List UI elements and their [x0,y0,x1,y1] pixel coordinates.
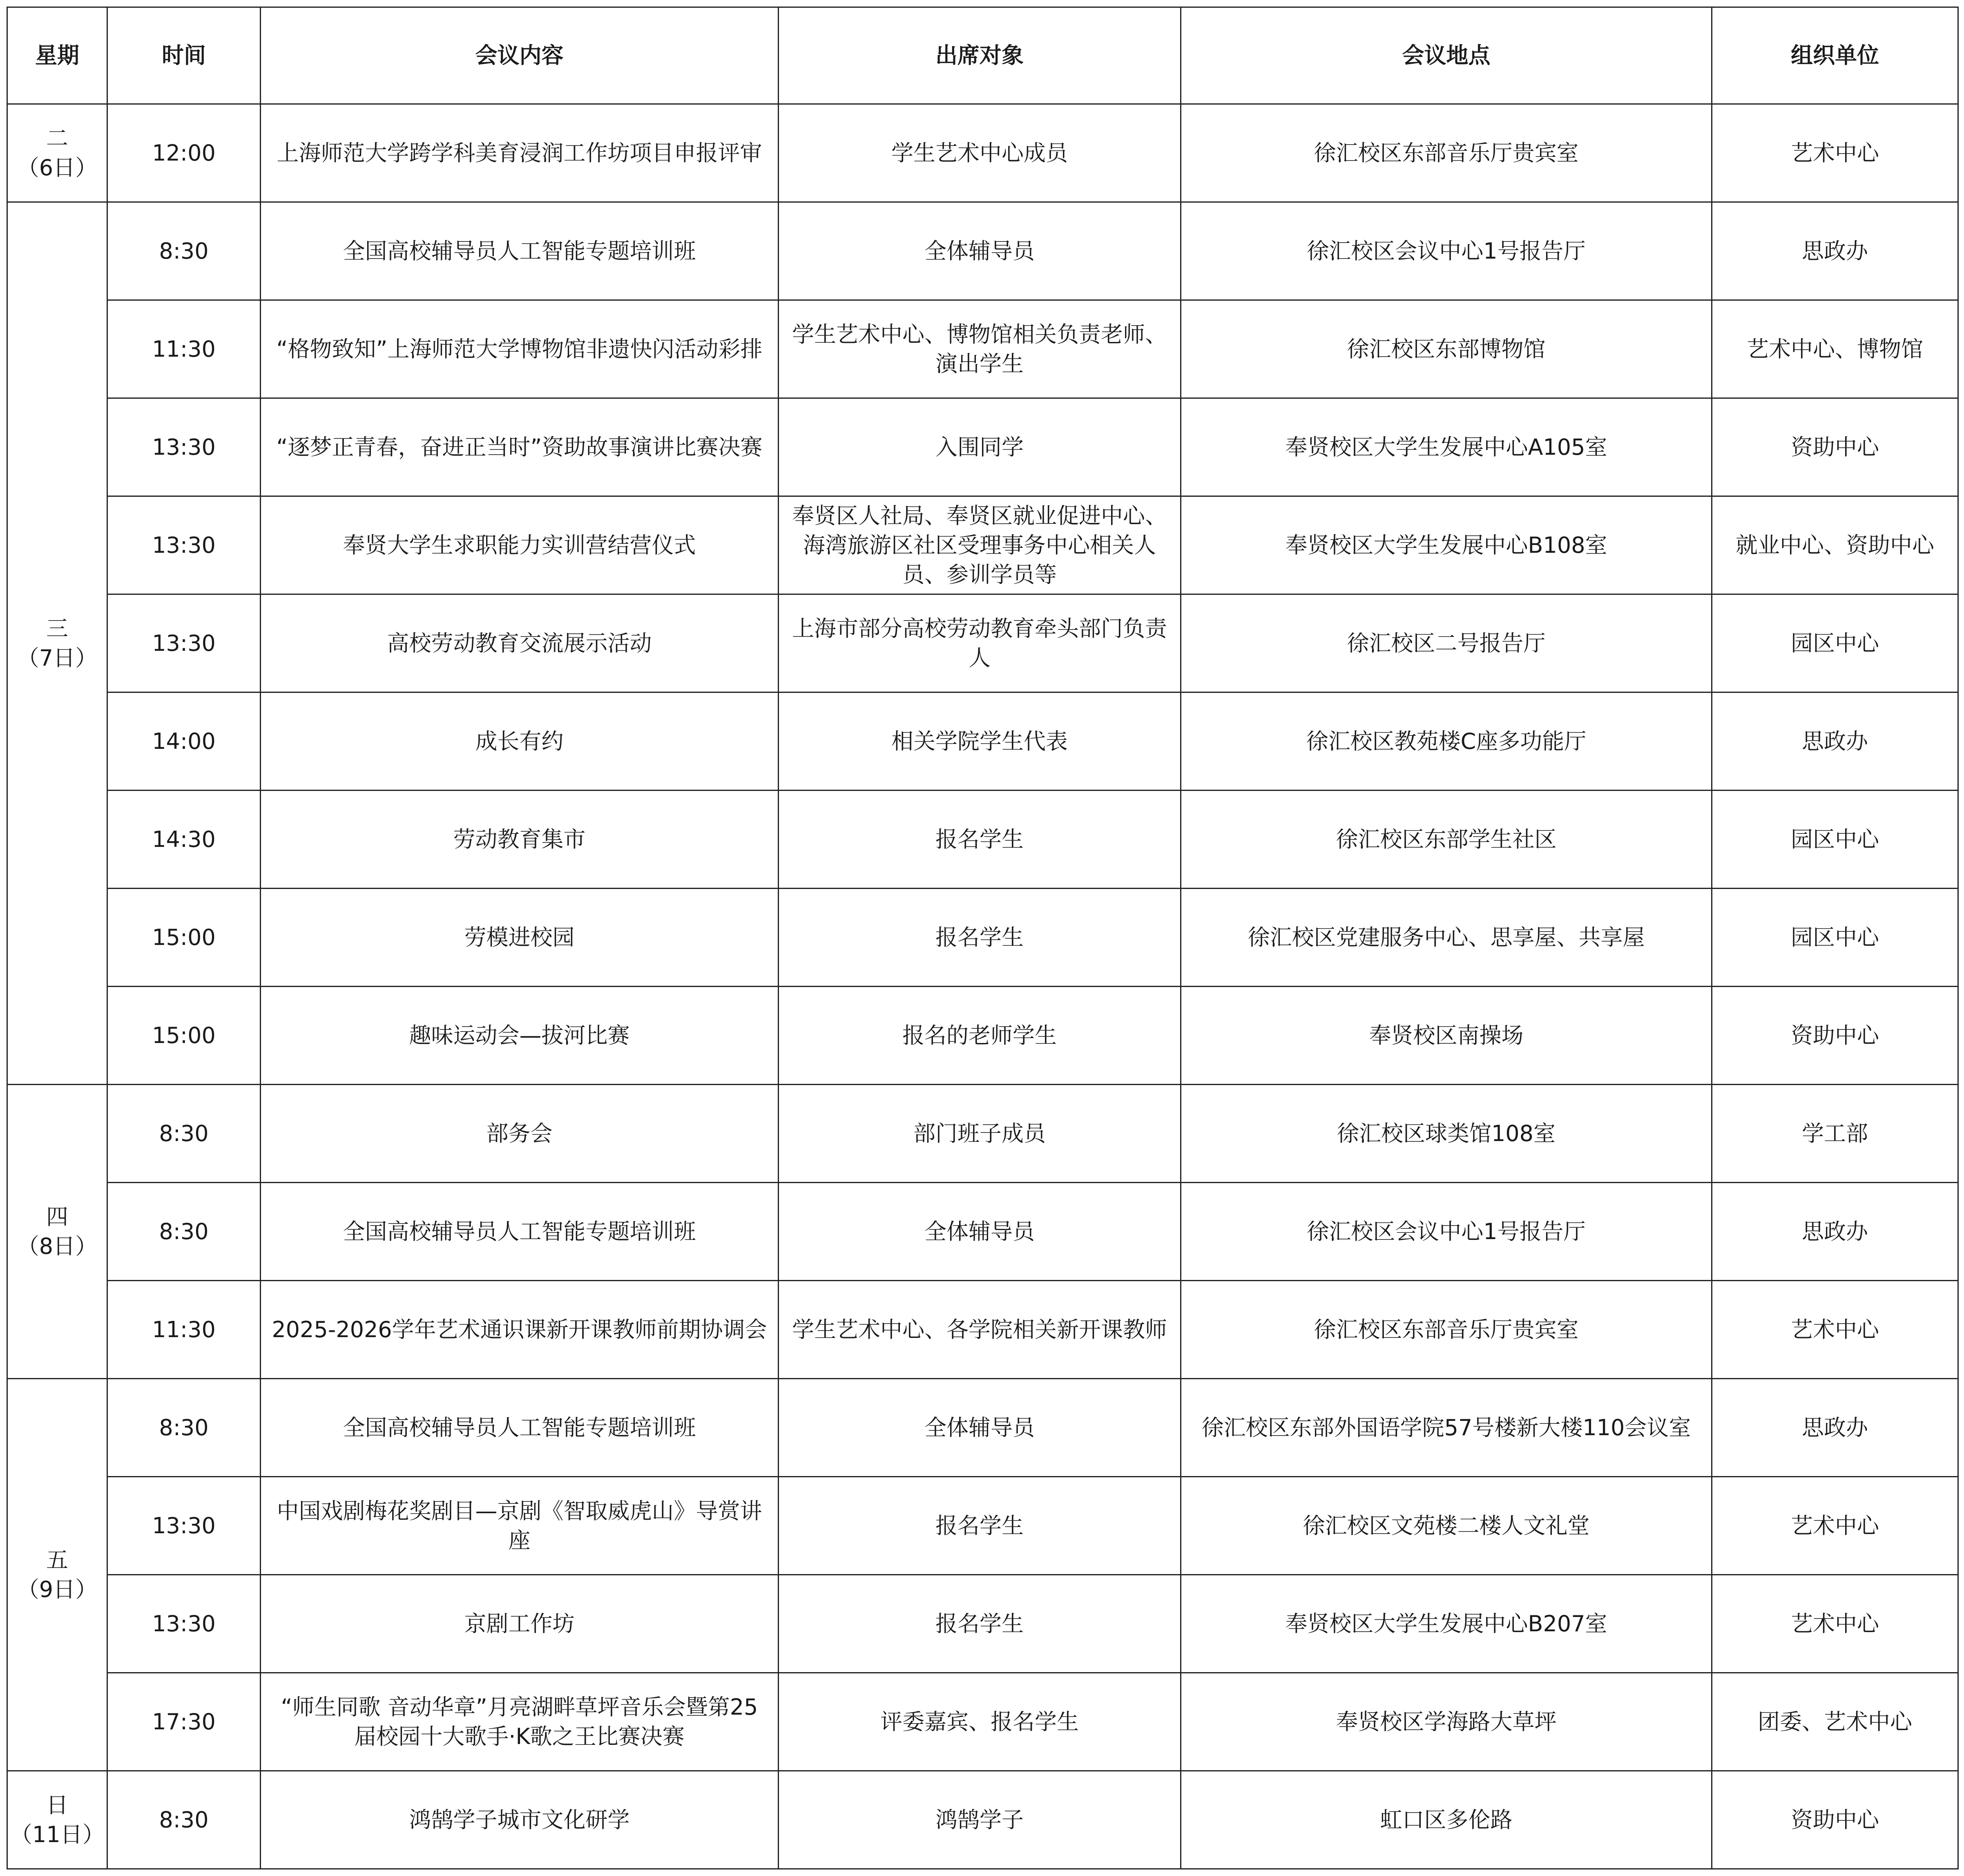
content-cell: 趣味运动会—拔河比赛 [261,987,779,1085]
table-row [7,692,1958,791]
header-attendees: 出席对象 [779,7,1181,104]
location-cell: 徐汇校区文苑楼二楼人文礼堂 [1181,1477,1712,1575]
location-cell: 奉贤校区学海路大草坪 [1181,1673,1712,1771]
header-organizer: 组织单位 [1712,7,1958,104]
content-cell: 中国戏剧梅花奖剧目—京剧《智取威虎山》导赏讲座 [261,1477,779,1575]
location-cell: 虹口区多伦路 [1181,1771,1712,1869]
content-cell: 鸿鹄学子城市文化研学 [261,1771,779,1869]
time-cell: 17:30 [107,1673,261,1771]
weekday-date: （7日） [17,645,98,671]
schedule-page [7,7,1957,1869]
location-cell: 徐汇校区东部外国语学院57号楼新大楼110会议室 [1181,1379,1712,1477]
location-cell: 徐汇校区东部音乐厅贵宾室 [1181,104,1712,202]
time-cell: 14:30 [107,791,261,889]
attendees-cell: 报名学生 [779,1575,1181,1673]
attendees-cell: 全体辅导员 [779,1183,1181,1281]
location-cell: 奉贤校区大学生发展中心B108室 [1181,496,1712,594]
attendees-cell: 学生艺术中心、博物馆相关负责老师、演出学生 [779,300,1181,398]
organizer-cell: 资助中心 [1712,398,1958,496]
organizer-cell: 学工部 [1712,1085,1958,1183]
header-row [7,7,1958,104]
attendees-cell: 评委嘉宾、报名学生 [779,1673,1181,1771]
location-cell: 奉贤校区大学生发展中心B207室 [1181,1575,1712,1673]
content-cell: 劳动教育集市 [261,791,779,889]
attendees-cell: 学生艺术中心成员 [779,104,1181,202]
organizer-cell: 艺术中心 [1712,1281,1958,1379]
location-cell: 徐汇校区东部博物馆 [1181,300,1712,398]
organizer-cell: 团委、艺术中心 [1712,1673,1958,1771]
time-cell: 8:30 [107,1771,261,1869]
content-cell: 上海师范大学跨学科美育浸润工作坊项目申报评审 [261,104,779,202]
time-cell: 15:00 [107,889,261,987]
table-row [7,889,1958,987]
weekday-name: 日 [46,1792,68,1818]
table-row [7,1673,1958,1771]
attendees-cell: 学生艺术中心、各学院相关新开课教师 [779,1281,1181,1379]
header-time: 时间 [107,7,261,104]
weekday-cell [7,1085,107,1379]
time-cell: 13:30 [107,1477,261,1575]
organizer-cell: 资助中心 [1712,1771,1958,1869]
content-cell: 全国高校辅导员人工智能专题培训班 [261,1379,779,1477]
header-content: 会议内容 [261,7,779,104]
table-row [7,594,1958,692]
weekday-name: 三 [46,615,68,641]
table-row [7,1575,1958,1673]
organizer-cell: 思政办 [1712,1379,1958,1477]
organizer-cell: 艺术中心 [1712,104,1958,202]
attendees-cell: 报名学生 [779,889,1181,987]
location-cell: 徐汇校区教苑楼C座多功能厅 [1181,692,1712,791]
content-cell: 奉贤大学生求职能力实训营结营仪式 [261,496,779,594]
schedule-body [7,104,1958,1869]
weekday-date: （6日） [17,154,98,181]
organizer-cell: 就业中心、资助中心 [1712,496,1958,594]
table-row [7,104,1958,202]
content-cell: “格物致知”上海师范大学博物馆非遗快闪活动彩排 [261,300,779,398]
table-row [7,300,1958,398]
table-row [7,1379,1958,1477]
weekday-name: 二 [46,125,68,151]
table-row [7,496,1958,594]
content-cell: 劳模进校园 [261,889,779,987]
attendees-cell: 相关学院学生代表 [779,692,1181,791]
content-cell: 2025-2026学年艺术通识课新开课教师前期协调会 [261,1281,779,1379]
weekday-cell [7,1771,107,1869]
time-cell: 13:30 [107,594,261,692]
location-cell: 奉贤校区南操场 [1181,987,1712,1085]
time-cell: 13:30 [107,398,261,496]
attendees-cell: 鸿鹄学子 [779,1771,1181,1869]
table-row [7,1281,1958,1379]
organizer-cell: 园区中心 [1712,594,1958,692]
organizer-cell: 思政办 [1712,692,1958,791]
header-weekday: 星期 [7,7,107,104]
location-cell: 徐汇校区东部音乐厅贵宾室 [1181,1281,1712,1379]
table-row [7,1771,1958,1869]
table-row [7,987,1958,1085]
weekday-date: （11日） [10,1821,105,1847]
header-location: 会议地点 [1181,7,1712,104]
meeting-schedule-table [7,7,1959,1869]
attendees-cell: 部门班子成员 [779,1085,1181,1183]
table-row [7,1477,1958,1575]
attendees-cell: 报名学生 [779,791,1181,889]
weekday-date: （8日） [17,1233,98,1259]
time-cell: 8:30 [107,1085,261,1183]
attendees-cell: 全体辅导员 [779,1379,1181,1477]
location-cell: 徐汇校区二号报告厅 [1181,594,1712,692]
content-cell: “师生同歌 音动华章”月亮湖畔草坪音乐会暨第25届校园十大歌手·K歌之王比赛决赛 [261,1673,779,1771]
organizer-cell: 艺术中心 [1712,1575,1958,1673]
time-cell: 8:30 [107,1183,261,1281]
attendees-cell: 上海市部分高校劳动教育牵头部门负责人 [779,594,1181,692]
weekday-cell [7,104,107,202]
weekday-name: 五 [46,1547,68,1573]
table-row [7,398,1958,496]
organizer-cell: 资助中心 [1712,987,1958,1085]
location-cell: 徐汇校区党建服务中心、思享屋、共享屋 [1181,889,1712,987]
time-cell: 8:30 [107,1379,261,1477]
attendees-cell: 全体辅导员 [779,202,1181,300]
content-cell: 全国高校辅导员人工智能专题培训班 [261,1183,779,1281]
content-cell: “逐梦正青春，奋进正当时”资助故事演讲比赛决赛 [261,398,779,496]
content-cell: 高校劳动教育交流展示活动 [261,594,779,692]
location-cell: 徐汇校区球类馆108室 [1181,1085,1712,1183]
content-cell: 成长有约 [261,692,779,791]
table-row [7,202,1958,300]
organizer-cell: 艺术中心 [1712,1477,1958,1575]
organizer-cell: 思政办 [1712,202,1958,300]
location-cell: 徐汇校区会议中心1号报告厅 [1181,1183,1712,1281]
time-cell: 8:30 [107,202,261,300]
table-row [7,791,1958,889]
table-row [7,1183,1958,1281]
content-cell: 全国高校辅导员人工智能专题培训班 [261,202,779,300]
organizer-cell: 园区中心 [1712,889,1958,987]
organizer-cell: 园区中心 [1712,791,1958,889]
time-cell: 14:00 [107,692,261,791]
time-cell: 15:00 [107,987,261,1085]
weekday-name: 四 [46,1204,68,1230]
weekday-cell [7,1379,107,1771]
time-cell: 13:30 [107,1575,261,1673]
location-cell: 奉贤校区大学生发展中心A105室 [1181,398,1712,496]
content-cell: 部务会 [261,1085,779,1183]
attendees-cell: 报名的老师学生 [779,987,1181,1085]
content-cell: 京剧工作坊 [261,1575,779,1673]
location-cell: 徐汇校区东部学生社区 [1181,791,1712,889]
location-cell: 徐汇校区会议中心1号报告厅 [1181,202,1712,300]
time-cell: 12:00 [107,104,261,202]
time-cell: 13:30 [107,496,261,594]
attendees-cell: 入围同学 [779,398,1181,496]
weekday-cell [7,202,107,1085]
organizer-cell: 艺术中心、博物馆 [1712,300,1958,398]
time-cell: 11:30 [107,1281,261,1379]
attendees-cell: 报名学生 [779,1477,1181,1575]
time-cell: 11:30 [107,300,261,398]
weekday-date: （9日） [17,1576,98,1602]
table-row [7,1085,1958,1183]
attendees-cell: 奉贤区人社局、奉贤区就业促进中心、海湾旅游区社区受理事务中心相关人员、参训学员等 [779,496,1181,594]
organizer-cell: 思政办 [1712,1183,1958,1281]
